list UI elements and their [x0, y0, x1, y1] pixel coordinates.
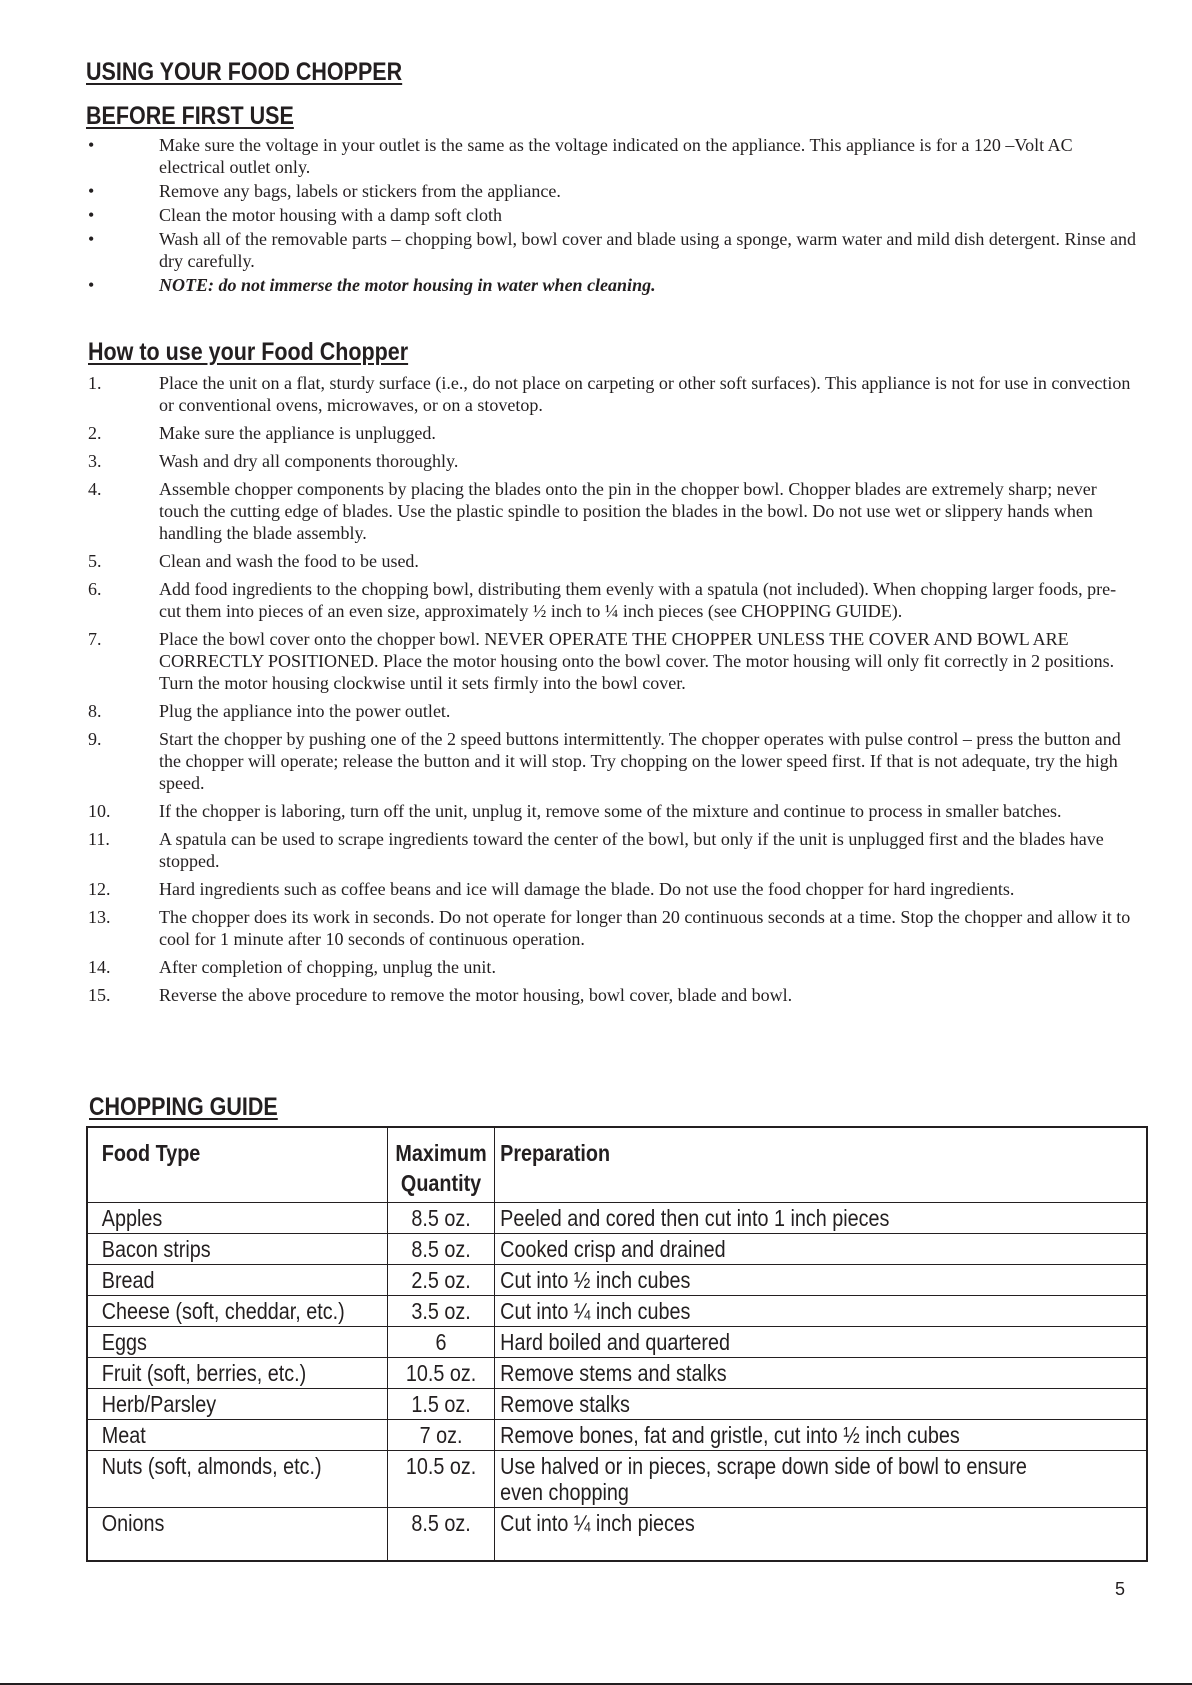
bullet-marker: • [88, 135, 95, 155]
max-quantity-cell: 7 oz. [387, 1420, 494, 1451]
food-type-cell: Nuts (soft, almonds, etc.) [87, 1451, 387, 1508]
step-text: Reverse the above procedure to remove the motor housing, bowl cover, blade and bowl. [159, 985, 793, 1005]
max-quantity-cell: 8.5 oz. [387, 1508, 494, 1562]
step-text: Place the unit on a flat, sturdy surface (i.e., do not place on carpeting or other soft surfaces). This appliance is not for use in convection or conventional ovens, microwaves, or on a stovetop. [159, 373, 1131, 415]
step-number: 15. [88, 985, 111, 1005]
step-number: 10. [88, 801, 111, 821]
step-number: 1. [88, 373, 102, 393]
table-row [87, 1389, 1147, 1420]
table-row [87, 1451, 1147, 1508]
step-number: 4. [88, 479, 102, 499]
page-number: 5 [1114, 1579, 1125, 1599]
step-item [88, 800, 1138, 822]
food-type-cell: Eggs [87, 1327, 387, 1358]
list-item [88, 228, 1138, 272]
food-type-cell: Fruit (soft, berries, etc.) [87, 1358, 387, 1389]
step-text: After completion of chopping, unplug the unit. [159, 957, 496, 977]
column-header-food-type: Food Type [87, 1127, 387, 1203]
table-row [87, 1203, 1147, 1234]
step-text: Wash and dry all components thoroughly. [159, 451, 459, 471]
list-item-text: Make sure the voltage in your outlet is the same as the voltage indicated on the appliance. This appliance is for a 120 –Volt AC electrical outlet only. [159, 135, 1073, 177]
step-item [88, 422, 1138, 444]
column-header-preparation: Preparation [494, 1127, 1147, 1203]
step-item [88, 728, 1138, 794]
list-item [88, 274, 1138, 296]
list-item-text: Remove any bags, labels or stickers from the appliance. [159, 181, 561, 201]
step-number: 9. [88, 729, 102, 749]
preparation-cell: Remove bones, fat and gristle, cut into ½ inch cubes [494, 1420, 1147, 1451]
step-number: 5. [88, 551, 102, 571]
bullet-marker: • [88, 229, 95, 249]
bullet-marker: • [88, 181, 95, 201]
step-number: 2. [88, 423, 102, 443]
step-item [88, 828, 1138, 872]
food-type-cell: Onions [87, 1508, 387, 1562]
table-row [87, 1296, 1147, 1327]
step-text: Hard ingredients such as coffee beans and ice will damage the blade. Do not use the food chopper for hard ingredients. [159, 879, 1015, 899]
step-item [88, 700, 1138, 722]
preparation-cell: Cut into ¼ inch cubes [494, 1296, 1147, 1327]
step-text: If the chopper is laboring, turn off the unit, unplug it, remove some of the mixture and continue to process in smaller batches. [159, 801, 1062, 821]
list-item-text: Clean the motor housing with a damp soft cloth [159, 205, 502, 225]
preparation-cell: Peeled and cored then cut into 1 inch pieces [494, 1203, 1147, 1234]
list-item-text: Wash all of the removable parts – chopping bowl, bowl cover and blade using a sponge, warm water and mild dish detergent. Rinse and dry carefully. [159, 229, 1136, 271]
max-quantity-cell: 2.5 oz. [387, 1265, 494, 1296]
food-type-cell: Meat [87, 1420, 387, 1451]
step-number: 12. [88, 879, 111, 899]
max-quantity-cell: 8.5 oz. [387, 1234, 494, 1265]
step-text: Clean and wash the food to be used. [159, 551, 419, 571]
step-item [88, 578, 1138, 622]
step-text: A spatula can be used to scrape ingredients toward the center of the bowl, but only if the unit is unplugged first and the blades have stopped. [159, 829, 1104, 871]
step-number: 8. [88, 701, 102, 721]
max-quantity-cell: 10.5 oz. [387, 1358, 494, 1389]
step-text: Assemble chopper components by placing the blades onto the pin in the chopper bowl. Chopper blades are extremely sharp; never touch the cutting edge of blades. Use the plastic spindle to position the blades in the bowl. Do not use wet or slippery hands when handling the blade assembly. [159, 479, 1097, 543]
food-type-cell: Bread [87, 1265, 387, 1296]
column-header-max-quantity [387, 1127, 494, 1203]
step-item [88, 450, 1138, 472]
table-row [87, 1327, 1147, 1358]
list-item [88, 204, 1138, 226]
section-title-before-first-use: BEFORE FIRST USE [86, 102, 294, 130]
step-number: 14. [88, 957, 111, 977]
step-item [88, 878, 1138, 900]
step-item [88, 906, 1138, 950]
food-type-cell: Apples [87, 1203, 387, 1234]
step-item [88, 550, 1138, 572]
table-row [87, 1420, 1147, 1451]
step-text: Start the chopper by pushing one of the 2 speed buttons intermittently. The chopper operates with pulse control – press the button and the chopper will operate; release the button and it will stop. Try chopping on the lower speed first. If that is not adequate, try the high speed. [159, 729, 1121, 793]
bullet-marker: • [88, 275, 95, 295]
cleaning-note: NOTE: do not immerse the motor housing in water when cleaning. [159, 275, 656, 295]
bullet-marker: • [88, 205, 95, 225]
preparation-cell: Cooked crisp and drained [494, 1234, 1147, 1265]
step-number: 13. [88, 907, 111, 927]
table-row [87, 1234, 1147, 1265]
list-item [88, 134, 1138, 178]
step-item [88, 628, 1138, 694]
step-text: Place the bowl cover onto the chopper bowl. NEVER OPERATE THE CHOPPER UNLESS THE COVER AND BOWL ARE CORRECTLY POSITIONED. Place the motor housing onto the bowl cover. The motor housing will only fit correctly in 2 positions. Turn the motor housing clockwise until it sets firmly into the bowl cover. [159, 629, 1115, 693]
step-item [88, 984, 1138, 1006]
step-text: Add food ingredients to the chopping bowl, distributing them evenly with a spatula (not included). When chopping larger foods, pre-cut them into pieces of an even size, approximately ½ inch to ¼ inch pieces (see CHOPPING GUIDE). [159, 579, 1117, 621]
food-type-cell: Bacon strips [87, 1234, 387, 1265]
max-quantity-cell: 6 [387, 1327, 494, 1358]
max-quantity-cell: 1.5 oz. [387, 1389, 494, 1420]
max-quantity-cell: 8.5 oz. [387, 1203, 494, 1234]
preparation-cell: Remove stalks [494, 1389, 1147, 1420]
step-item [88, 956, 1138, 978]
step-text: The chopper does its work in seconds. Do not operate for longer than 20 continuous seconds at a time. Stop the chopper and allow it to cool for 1 minute after 10 seconds of continuous operation. [159, 907, 1131, 949]
table-row [87, 1508, 1147, 1562]
preparation-cell: Use halved or in pieces, scrape down side of bowl to ensure even chopping [494, 1451, 1147, 1508]
preparation-cell: Remove stems and stalks [494, 1358, 1147, 1389]
max-quantity-cell: 3.5 oz. [387, 1296, 494, 1327]
section-title-how-to-use: How to use your Food Chopper [88, 338, 409, 366]
food-type-cell: Herb/Parsley [87, 1389, 387, 1420]
table-header-row [87, 1127, 1147, 1203]
preparation-cell: Cut into ¼ inch pieces [494, 1508, 1147, 1562]
step-number: 3. [88, 451, 102, 471]
how-to-use-steps [88, 372, 1138, 1012]
food-type-cell: Cheese (soft, cheddar, etc.) [87, 1296, 387, 1327]
table-row [87, 1358, 1147, 1389]
before-first-use-list [88, 134, 1138, 298]
step-item [88, 478, 1138, 544]
step-number: 11. [88, 829, 110, 849]
chopping-guide-table [86, 1126, 1148, 1562]
step-text: Make sure the appliance is unplugged. [159, 423, 436, 443]
preparation-cell: Cut into ½ inch cubes [494, 1265, 1147, 1296]
step-number: 7. [88, 629, 102, 649]
max-quantity-cell: 10.5 oz. [387, 1451, 494, 1508]
section-title-chopping-guide: CHOPPING GUIDE [89, 1093, 278, 1121]
list-item [88, 180, 1138, 202]
qty-header-line-1: Maximum [394, 1140, 487, 1166]
step-number: 6. [88, 579, 102, 599]
step-item [88, 372, 1138, 416]
qty-header-line-2: Quantity [400, 1170, 481, 1196]
step-text: Plug the appliance into the power outlet. [159, 701, 451, 721]
section-title-using: USING YOUR FOOD CHOPPER [86, 58, 403, 86]
table-row [87, 1265, 1147, 1296]
preparation-cell: Hard boiled and quartered [494, 1327, 1147, 1358]
